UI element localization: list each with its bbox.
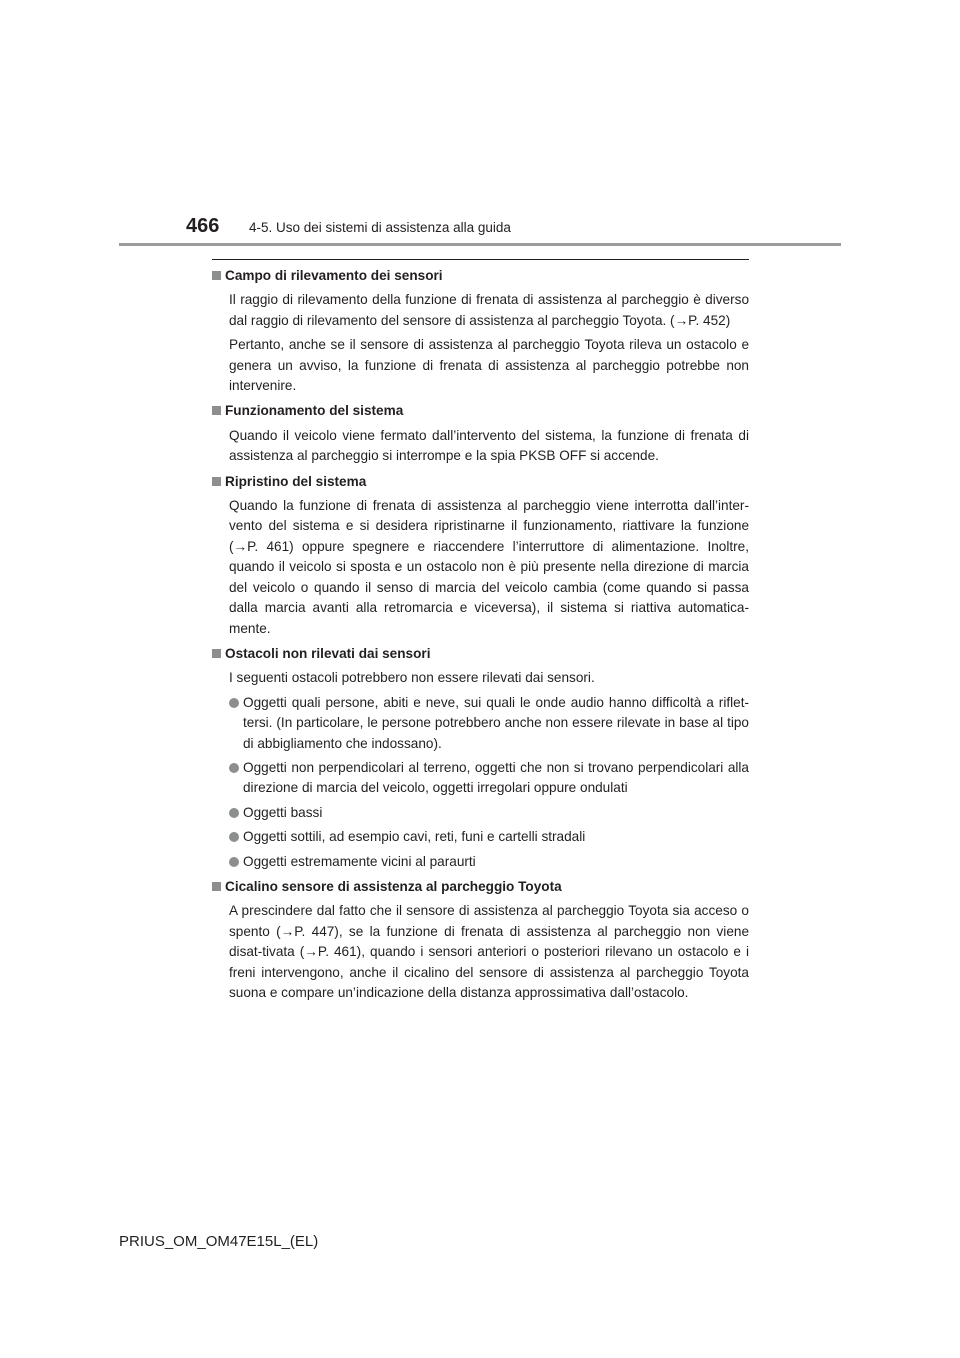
section-title: Cicalino sensore di assistenza al parcheggio Toyota xyxy=(225,878,562,894)
paragraph: Quando il veicolo viene fermato dall’intervento del sistema, la funzione di frenata di assistenza al parcheggio si interrompe e la spia PKSB OFF si accende. xyxy=(229,427,749,464)
document-code: PRIUS_OM_OM47E15L_(EL) xyxy=(119,1233,319,1250)
section-title: Ostacoli non rilevati dai sensori xyxy=(225,645,431,661)
paragraph: Il raggio di rilevamento della funzione di frenata di assistenza al parcheggio è diverso dal raggio di rilevamento del sensore di assistenza al parcheggio Toyota. (→P. 452) xyxy=(229,292,749,328)
page-number: 466 xyxy=(186,215,220,237)
list-item: Oggetti bassi xyxy=(229,803,749,823)
section-title: Funzionamento del sistema xyxy=(225,403,404,419)
list-item: Oggetti estremamente vicini al paraurti xyxy=(229,852,749,872)
section-detection-range xyxy=(212,266,749,396)
content-divider xyxy=(212,259,749,260)
header-divider xyxy=(119,243,841,246)
chapter-title: 4-5. Uso dei sistemi di assistenza alla guida xyxy=(249,220,511,235)
circle-bullet-icon xyxy=(229,832,239,842)
section-title: Campo di rilevamento dei sensori xyxy=(225,268,443,283)
main-content xyxy=(212,266,749,1008)
paragraph: Quando la funzione di frenata di assistenza al parcheggio viene interrotta dall’inter-vento del sistema e si desidera ripristinarne il funzionamento, riattivare la funzione (→P. 461) oppure spegnere e riaccendere l’interruttore di alimentazione. Inoltre, quando il veicolo si sposta e un ostacolo non è più presente nella direzione di marcia del veicolo o quando il senso di marcia del veicolo cambia (come quando si passa dalla marcia avanti alla retromarcia e viceversa), il sistema si riattiva automatica-mente. xyxy=(229,498,749,636)
list-item: Oggetti sottili, ad esempio cavi, reti, funi e cartelli stradali xyxy=(229,827,749,847)
paragraph: A prescindere dal fatto che il sensore di assistenza al parcheggio Toyota sia acceso o spento (→P. 447), se la funzione di frenata di assistenza al parcheggio non viene disat-tivata (→P. 461), quando i sensori anteriori o posteriori rilevano un ostacolo e i freni intervengono, anche il cicalino del sensore di assistenza al parcheggio Toyota suona e compare un’indicazione della distanza approssimativa dall’ostacolo. xyxy=(229,903,749,1000)
paragraph: Pertanto, anche se il sensore di assistenza al parcheggio Toyota rileva un ostacolo e genera un avviso, la funzione di frenata di assistenza al parcheggio potrebbe non intervenire. xyxy=(229,337,749,394)
obstacle-list xyxy=(229,693,749,872)
section-undetected-obstacles xyxy=(212,644,749,872)
square-bullet-icon xyxy=(212,882,221,891)
list-item: Oggetti quali persone, abiti e neve, sui quali le onde audio hanno difficoltà a riflet-tersi. (In particolare, le persone potrebbero anche non essere rilevate in base al tipo di abbigliamento che indossano). xyxy=(229,693,749,754)
square-bullet-icon xyxy=(212,649,221,658)
circle-bullet-icon xyxy=(229,763,239,773)
circle-bullet-icon xyxy=(229,857,239,867)
list-item: Oggetti non perpendicolari al terreno, oggetti che non si trovano perpendicolari alla direzione di marcia del veicolo, oggetti irregolari oppure ondulati xyxy=(229,758,749,799)
section-system-operation xyxy=(212,401,749,466)
square-bullet-icon xyxy=(212,406,221,415)
paragraph: I seguenti ostacoli potrebbero non essere rilevati dai sensori. xyxy=(229,670,595,686)
circle-bullet-icon xyxy=(229,698,239,708)
section-system-restore xyxy=(212,472,749,639)
section-parking-sensor-buzzer xyxy=(212,877,749,1003)
square-bullet-icon xyxy=(212,477,221,486)
circle-bullet-icon xyxy=(229,808,239,818)
square-bullet-icon xyxy=(212,271,221,280)
section-title: Ripristino del sistema xyxy=(225,473,367,489)
